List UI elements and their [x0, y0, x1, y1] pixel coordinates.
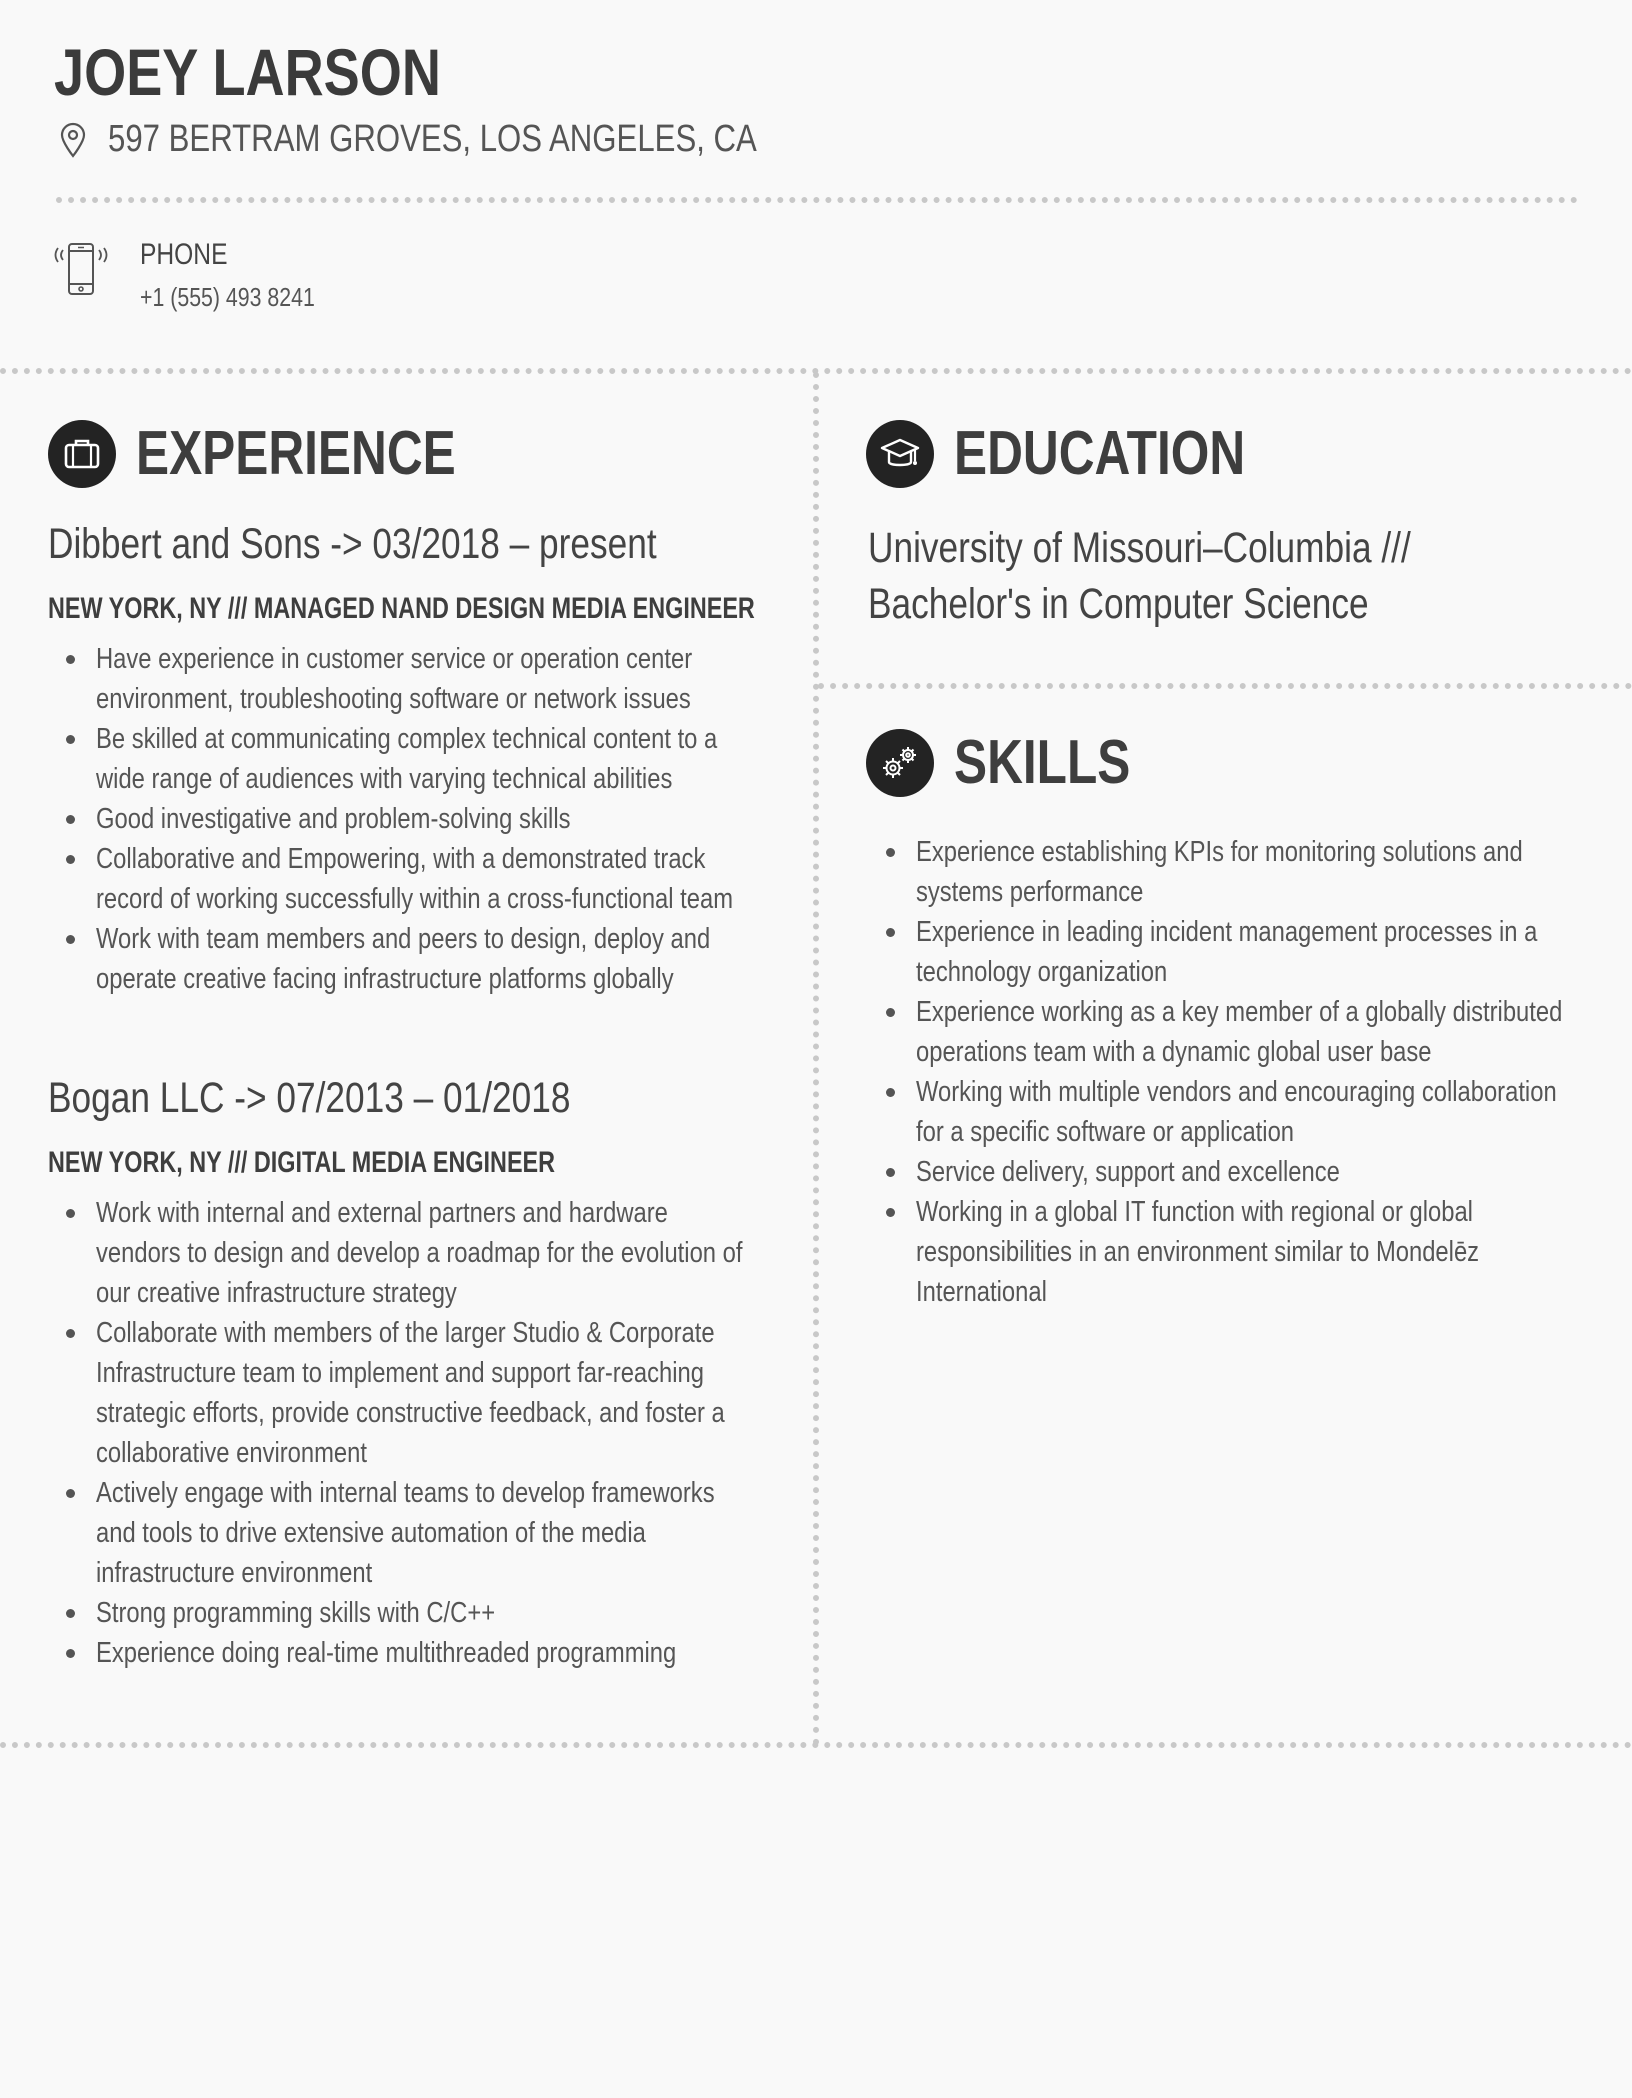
list-item: Collaborate with members of the larger Studio & Corporate Infrastructure team to implement and support far-reaching strategic efforts, provide constructive feedback, and foster a collaborative environment — [48, 1313, 808, 1473]
list-item: Working with multiple vendors and encouraging collaboration for a specific software or application — [868, 1072, 1628, 1152]
list-item: Strong programming skills with C/C++ — [48, 1593, 808, 1633]
column-divider — [813, 372, 819, 1746]
phone-value[interactable]: +1 (555) 493 8241 — [140, 282, 315, 312]
education-degree: Bachelor's in Computer Science — [868, 580, 1369, 628]
list-item: Be skilled at communicating complex technical content to a wide range of audiences with varying technical abilities — [48, 719, 808, 799]
header-divider — [56, 197, 1578, 203]
graduation-cap-icon — [866, 420, 934, 488]
job-2-bullets — [48, 1193, 808, 1673]
list-item: Experience working as a key member of a globally distributed operations team with a dynamic global user base — [868, 992, 1628, 1072]
smartphone-icon — [54, 240, 108, 313]
list-item: Collaborative and Empowering, with a demonstrated track record of working successfully within a cross-functional team — [48, 839, 808, 919]
list-item: Experience in leading incident management processes in a technology organization — [868, 912, 1628, 992]
skills-title: SKILLS — [954, 728, 1131, 797]
phone-label: PHONE — [140, 238, 228, 271]
job-2-subheading: NEW YORK, NY /// DIGITAL MEDIA ENGINEER — [48, 1146, 556, 1179]
address-row — [58, 118, 899, 161]
skills-bullets — [868, 832, 1628, 1312]
address: 597 BERTRAM GROVES, LOS ANGELES, CA — [108, 118, 757, 160]
job-2-heading: Bogan LLC -> 07/2013 – 01/2018 — [48, 1074, 571, 1122]
list-item: Experience doing real-time multithreaded programming — [48, 1633, 808, 1673]
list-item: Service delivery, support and excellence — [868, 1152, 1628, 1192]
job-1-subheading: NEW YORK, NY /// MANAGED NAND DESIGN MEDIA ENGINEER — [48, 592, 755, 625]
education-title: EDUCATION — [954, 419, 1246, 488]
list-item: Actively engage with internal teams to develop frameworks and tools to drive extensive automation of the media infrastructure environment — [48, 1473, 808, 1593]
job-1-bullets — [48, 639, 808, 999]
list-item: Good investigative and problem-solving skills — [48, 799, 808, 839]
list-item: Work with team members and peers to design, deploy and operate creative facing infrastructure platforms globally — [48, 919, 808, 999]
contact-phone — [54, 240, 353, 313]
gears-icon — [866, 729, 934, 797]
bottom-section-divider — [0, 1742, 1632, 1748]
experience-header — [48, 418, 536, 489]
job-1-heading: Dibbert and Sons -> 03/2018 – present — [48, 520, 657, 568]
list-item: Working in a global IT function with regional or global responsibilities in an environment similar to Mondelēz International — [868, 1192, 1628, 1312]
education-skills-divider — [818, 683, 1632, 689]
list-item: Experience establishing KPIs for monitoring solutions and systems performance — [868, 832, 1628, 912]
education-school: University of Missouri–Columbia /// — [868, 524, 1411, 572]
education-header — [866, 418, 1318, 489]
list-item: Work with internal and external partners and hardware vendors to design and develop a roadmap for the evolution of our creative infrastructure strategy — [48, 1193, 808, 1313]
list-item: Have experience in customer service or operation center environment, troubleshooting software or network issues — [48, 639, 808, 719]
skills-header — [866, 727, 1174, 798]
experience-title: EXPERIENCE — [136, 419, 456, 488]
education-details — [868, 520, 1488, 632]
candidate-name: JOEY LARSON — [54, 35, 441, 109]
briefcase-icon — [48, 420, 116, 488]
location-pin-icon — [58, 122, 88, 158]
